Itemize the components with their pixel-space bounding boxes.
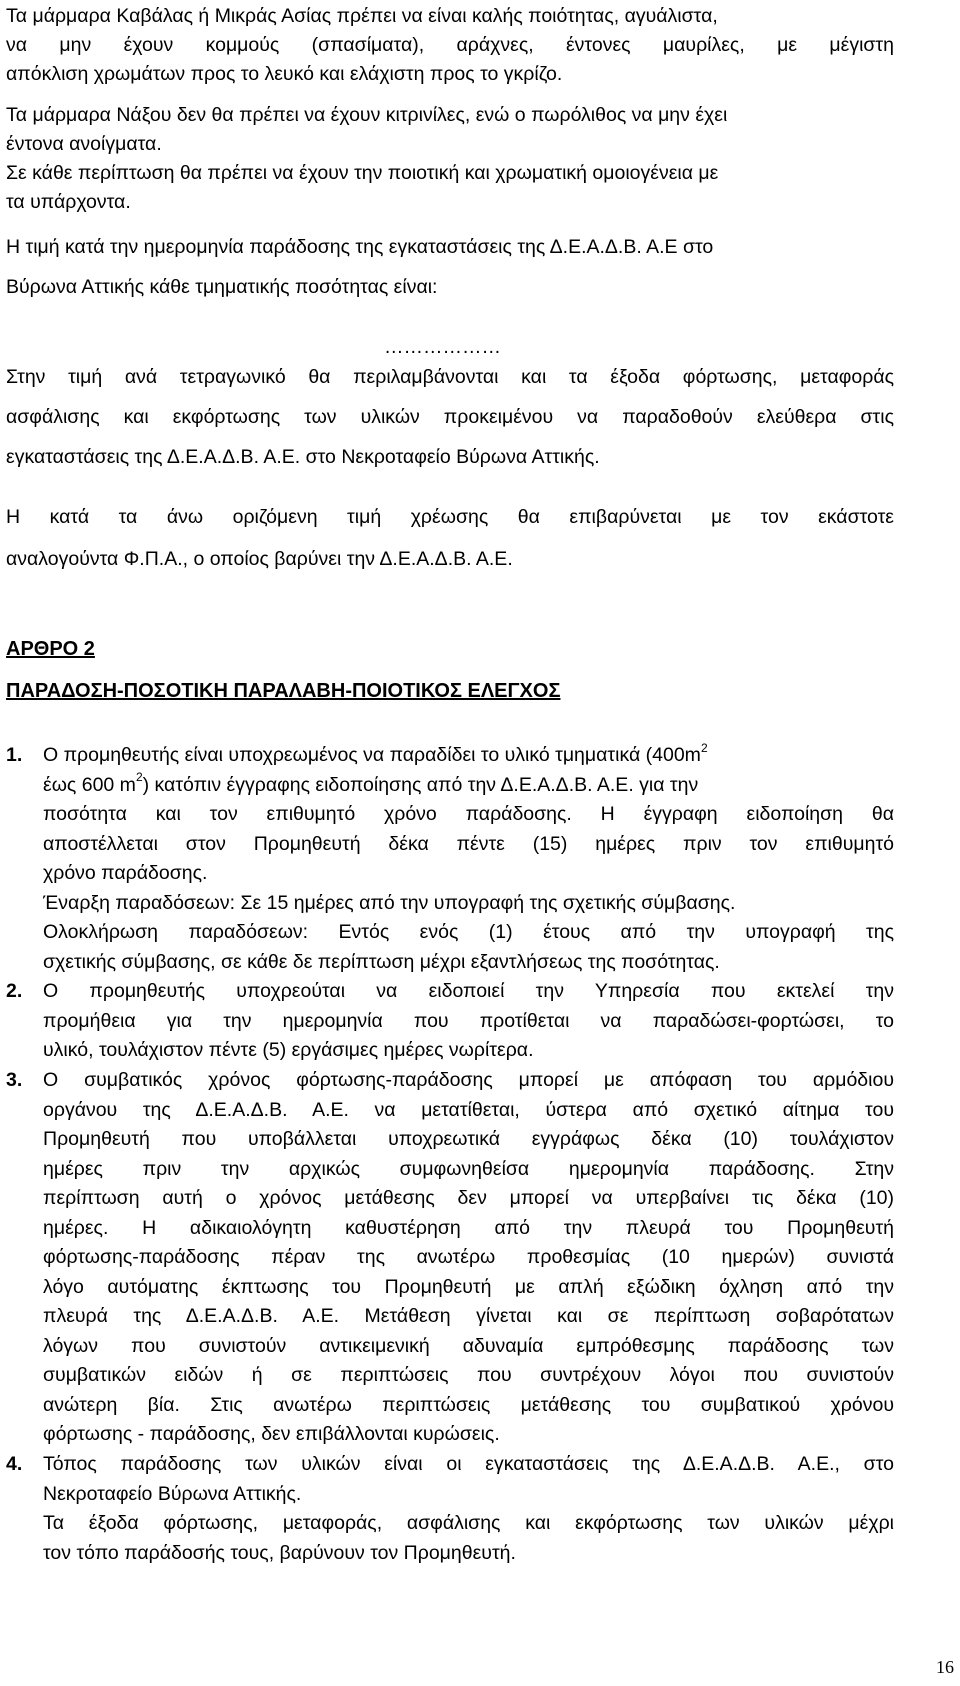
text-line: τον τόπο παράδοσής τους, βαρύνουν τον Προμηθευτή. <box>43 1541 516 1564</box>
item-number: 2. <box>6 980 23 1002</box>
text-line: αναλογούντα Φ.Π.Α., ο οποίος βαρύνει την Δ.Ε.Α.Δ.Β. Α.Ε. <box>6 548 513 570</box>
item-number: 4. <box>6 1453 23 1475</box>
text-line: υλικό, τουλάχιστον πέντε (5) εργάσιμες ημέρες νωρίτερα. <box>43 1039 534 1061</box>
text-line: ανώτερη βία. Στις ανωτέρω περιπτώσεις μετάθεσης του συμβατικού χρόνου <box>43 1393 894 1416</box>
text-line: Προμηθευτή που υποβάλλεται υποχρεωτικά εγγράφως δέκα (10) τουλάχιστον <box>43 1128 894 1150</box>
text-line: εγκαταστάσεις της Δ.Ε.Α.Δ.Β. Α.Ε. στο Νεκροταφείο Βύρωνα Αττικής. <box>6 446 600 468</box>
text-line: απόκλιση χρωμάτων προς το λευκό και ελάχιστη προς το γκρίζο. <box>6 63 563 85</box>
list-item <box>6 741 894 977</box>
text-line: φόρτωσης - παράδοσης, δεν επιβάλλονται κυρώσεις. <box>43 1423 500 1445</box>
text-line: Τα έξοδα φόρτωσης, μεταφοράς, ασφάλισης και εκφόρτωσης των υλικών μέχρι <box>43 1512 894 1534</box>
vat-paragraph <box>6 496 894 580</box>
text-line: αποστέλλεται στον Προμηθευτή δέκα πέντε (15) ημέρες πριν τον επιθυμητό <box>43 832 894 855</box>
text-line: χρόνο παράδοσης. <box>43 862 208 884</box>
text-line: να μην έχουν κομμούς (σπασίματα), αράχνες, έντονες μαυρίλες, με μέγιστη <box>6 34 894 56</box>
list-item <box>6 977 894 1066</box>
text-line: Τόπος παράδοσης των υλικών είναι οι εγκαταστάσεις της Δ.Ε.Α.Δ.Β. Α.Ε., στο <box>43 1453 894 1475</box>
list-item <box>6 1066 894 1450</box>
article-number: ΑΡΘΡΟ 2 <box>6 638 95 660</box>
text-line: Ο συμβατικός χρόνος φόρτωσης-παράδοσης μπορεί με απόφαση του αρμόδιου <box>43 1069 894 1091</box>
text-line: Ο προμηθευτής είναι υποχρεωμένος να παραδίδει το υλικό τμηματικά ($400m^2$ <box>43 740 708 766</box>
text-line: πλευρά της Δ.Ε.Α.Δ.Β. Α.Ε. Μετάθεση γίνεται και σε περίπτωση σοβαρότατων <box>43 1305 894 1327</box>
item-number: 1. <box>6 744 23 766</box>
text-line: Σε κάθε περίπτωση θα πρέπει να έχουν την ποιοτική και χρωματική ομοιογένεια με <box>6 162 719 184</box>
article-title: ΠΑΡΑΔΟΣΗ-ΠΟΣΟΤΙΚΗ ΠΑΡΑΛΑΒΗ-ΠΟΙΟΤΙΚΟΣ ΕΛΕΓΧΟΣ <box>6 680 561 702</box>
text-line: Τα μάρμαρα Νάξου δεν θα πρέπει να έχουν κιτρινίλες, ενώ ο πωρόλιθος να μην έχει <box>6 104 728 126</box>
text-line: προμήθεια για την ημερομηνία που προτίθεται να παραδώσει-φορτώσει, το <box>43 1009 894 1032</box>
text-line: περίπτωση αυτή ο χρόνος μετάθεσης δεν μπορεί να υπερβαίνει τις δέκα (10) <box>43 1187 894 1209</box>
text-line: Βύρωνα Αττικής κάθε τμηματικής ποσότητας είναι: <box>6 276 438 298</box>
item-number: 3. <box>6 1069 23 1091</box>
text-line: σχετικής σύμβασης, σε κάθε δε περίπτωση μέχρι εξαντλήσεως της ποσότητας. <box>43 950 720 973</box>
text-line: ημέρες. Η αδικαιολόγητη καθυστέρηση από την πλευρά του Προμηθευτή <box>43 1216 894 1239</box>
text-line: Η κατά τα άνω οριζόμενη τιμή χρέωσης θα επιβαρύνεται με τον εκάστοτε <box>6 506 894 528</box>
text-line: λόγο αυτόματης έκπτωσης του Προμηθευτή με απλή εξώδικη όχληση από την <box>43 1275 894 1298</box>
costs-paragraph <box>6 357 894 477</box>
intro-paragraph <box>6 2 894 89</box>
text-line: έως 600 $m^2$) κατόπιν έγγραφης ειδοποίησης από την Δ.Ε.Α.Δ.Β. Α.Ε. για την <box>43 770 699 796</box>
text-line: ασφάλισης και εκφόρτωσης των υλικών προκειμένου να παραδοθούν ελεύθερα στις <box>6 406 894 428</box>
text-line: ημέρες πριν την αρχικώς συμφωνηθείσα ημερομηνία παράδοσης. Στην <box>43 1157 894 1180</box>
text-line: Τα μάρμαρα Καβάλας ή Μικράς Ασίας πρέπει να είναι καλής ποιότητας, αγυάλιστα, <box>6 5 718 27</box>
text-line: Ο προμηθευτής υποχρεούται να ειδοποιεί την Υπηρεσία που εκτελεί την <box>43 980 894 1002</box>
text-line: συμβατικών ειδών ή σε περιπτώσεις που συντρέχουν λόγοι που συνιστούν <box>43 1364 894 1386</box>
naxos-paragraph <box>6 101 894 217</box>
price-paragraph <box>6 227 894 307</box>
text-line: τα υπάρχοντα. <box>6 191 131 213</box>
text-line: Νεκροταφείο Βύρωνα Αττικής. <box>43 1482 302 1505</box>
list-item <box>6 1450 894 1568</box>
text-line: οργάνου της Δ.Ε.Α.Δ.Β. Α.Ε. να μετατίθεται, ύστερα από σχετικό αίτημα του <box>43 1098 894 1121</box>
price-dots: ……………… <box>384 336 501 358</box>
text-line: έντονα ανοίγματα. <box>6 133 162 155</box>
text-line: φόρτωσης-παράδοσης πέραν της ανωτέρω προθεσμίας (10 ημερών) συνιστά <box>43 1246 894 1268</box>
text-line: Ολοκλήρωση παραδόσεων: Εντός ενός (1) έτους από την υπογραφή της <box>43 921 894 943</box>
text-line: λόγων που συνιστούν αντικειμενική αδυναμία εμπρόθεσμης παράδοσης των <box>43 1334 894 1357</box>
text-line: Έναρξη παραδόσεων: Σε 15 ημέρες από την υπογραφή της σχετικής σύμβασης. <box>43 891 736 914</box>
page-number: 16 <box>936 1657 954 1677</box>
text-line: Η τιμή κατά την ημερομηνία παράδοσης της εγκαταστάσεις της Δ.Ε.Α.Δ.Β. Α.Ε στο <box>6 236 714 258</box>
text-line: ποσότητα και τον επιθυμητό χρόνο παράδοσης. Η έγγραφη ειδοποίηση θα <box>43 803 894 825</box>
text-line: Στην τιμή ανά τετραγωνικό θα περιλαμβάνονται και τα έξοδα φόρτωσης, μεταφοράς <box>6 366 894 388</box>
